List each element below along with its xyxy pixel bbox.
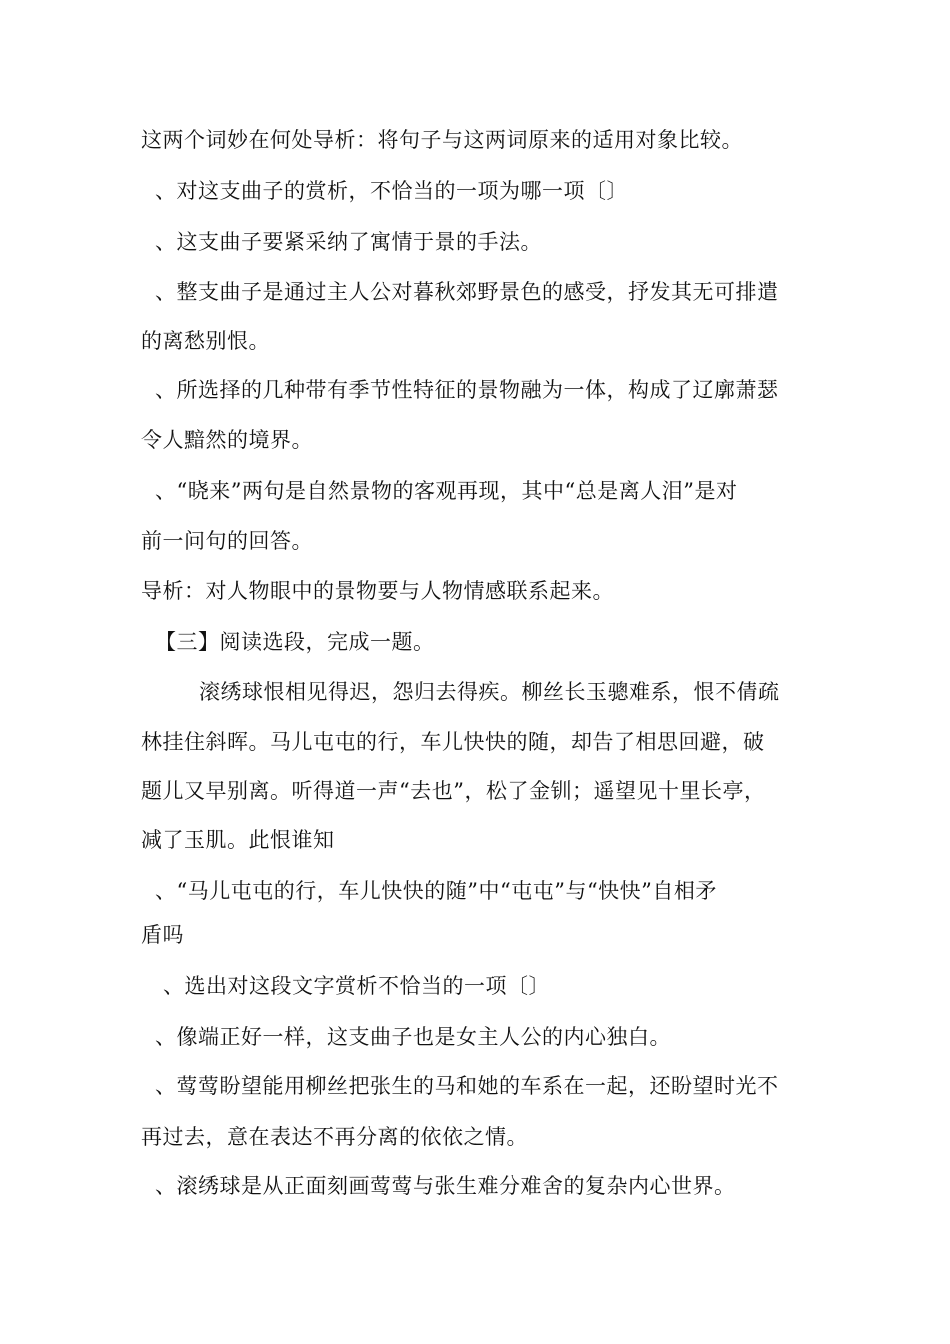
option-item: 、滚绣球是从正面刻画莺莺与张生难分难舍的复杂内心世界。: [155, 1174, 736, 1198]
text-line: 前一问句的回答。: [141, 529, 313, 553]
question-item: 、“马儿屯屯的行，车儿快快的随”中“屯屯”与“快快”自相矛: [155, 879, 717, 903]
passage-line: 滚绣球恨相见得迟，怨归去得疾。柳丝长玉骢难系，恨不倩疏: [199, 680, 780, 704]
option-item: 、像端正好一样，这支曲子也是女主人公的内心独白。: [155, 1025, 671, 1049]
option-item: 、“晓来”两句是自然景物的客观再现，其中“总是离人泪”是对: [155, 479, 738, 503]
section-heading: 【三】阅读选段，完成一题。: [155, 630, 435, 654]
text-line: 再过去，意在表达不再分离的依依之情。: [141, 1125, 528, 1149]
text-line: 盾吗: [141, 923, 184, 947]
passage-line: 题儿又早别离。听得道一声“去也”，松了金钏；遥望见十里长亭，: [141, 779, 766, 803]
question-item: 、选出对这段文字赏析不恰当的一项〔〕: [163, 974, 550, 998]
option-item: 、这支曲子要紧采纳了寓情于景的手法。: [155, 230, 542, 254]
passage-line: 林挂住斜晖。马儿屯屯的行，车儿快快的随，却告了相思回避，破: [141, 730, 765, 754]
text-line: 的离愁别恨。: [141, 329, 270, 353]
option-item: 、整支曲子是通过主人公对暮秋郊野景色的感受，抒发其无可排遣: [155, 280, 779, 304]
text-line: 这两个词妙在何处导析：将句子与这两词原来的适用对象比较。: [141, 128, 743, 152]
text-line: 令人黯然的境界。: [141, 428, 313, 452]
guidance-note: 导析：对人物眼中的景物要与人物情感联系起来。: [141, 579, 614, 603]
option-item: 、莺莺盼望能用柳丝把张生的马和她的车系在一起，还盼望时光不: [155, 1074, 779, 1098]
question-item: 、对这支曲子的赏析，不恰当的一项为哪一项〔〕: [155, 179, 628, 203]
option-item: 、所选择的几种带有季节性特征的景物融为一体，构成了辽廓萧瑟: [155, 378, 779, 402]
passage-line: 减了玉肌。此恨谁知: [141, 828, 335, 852]
